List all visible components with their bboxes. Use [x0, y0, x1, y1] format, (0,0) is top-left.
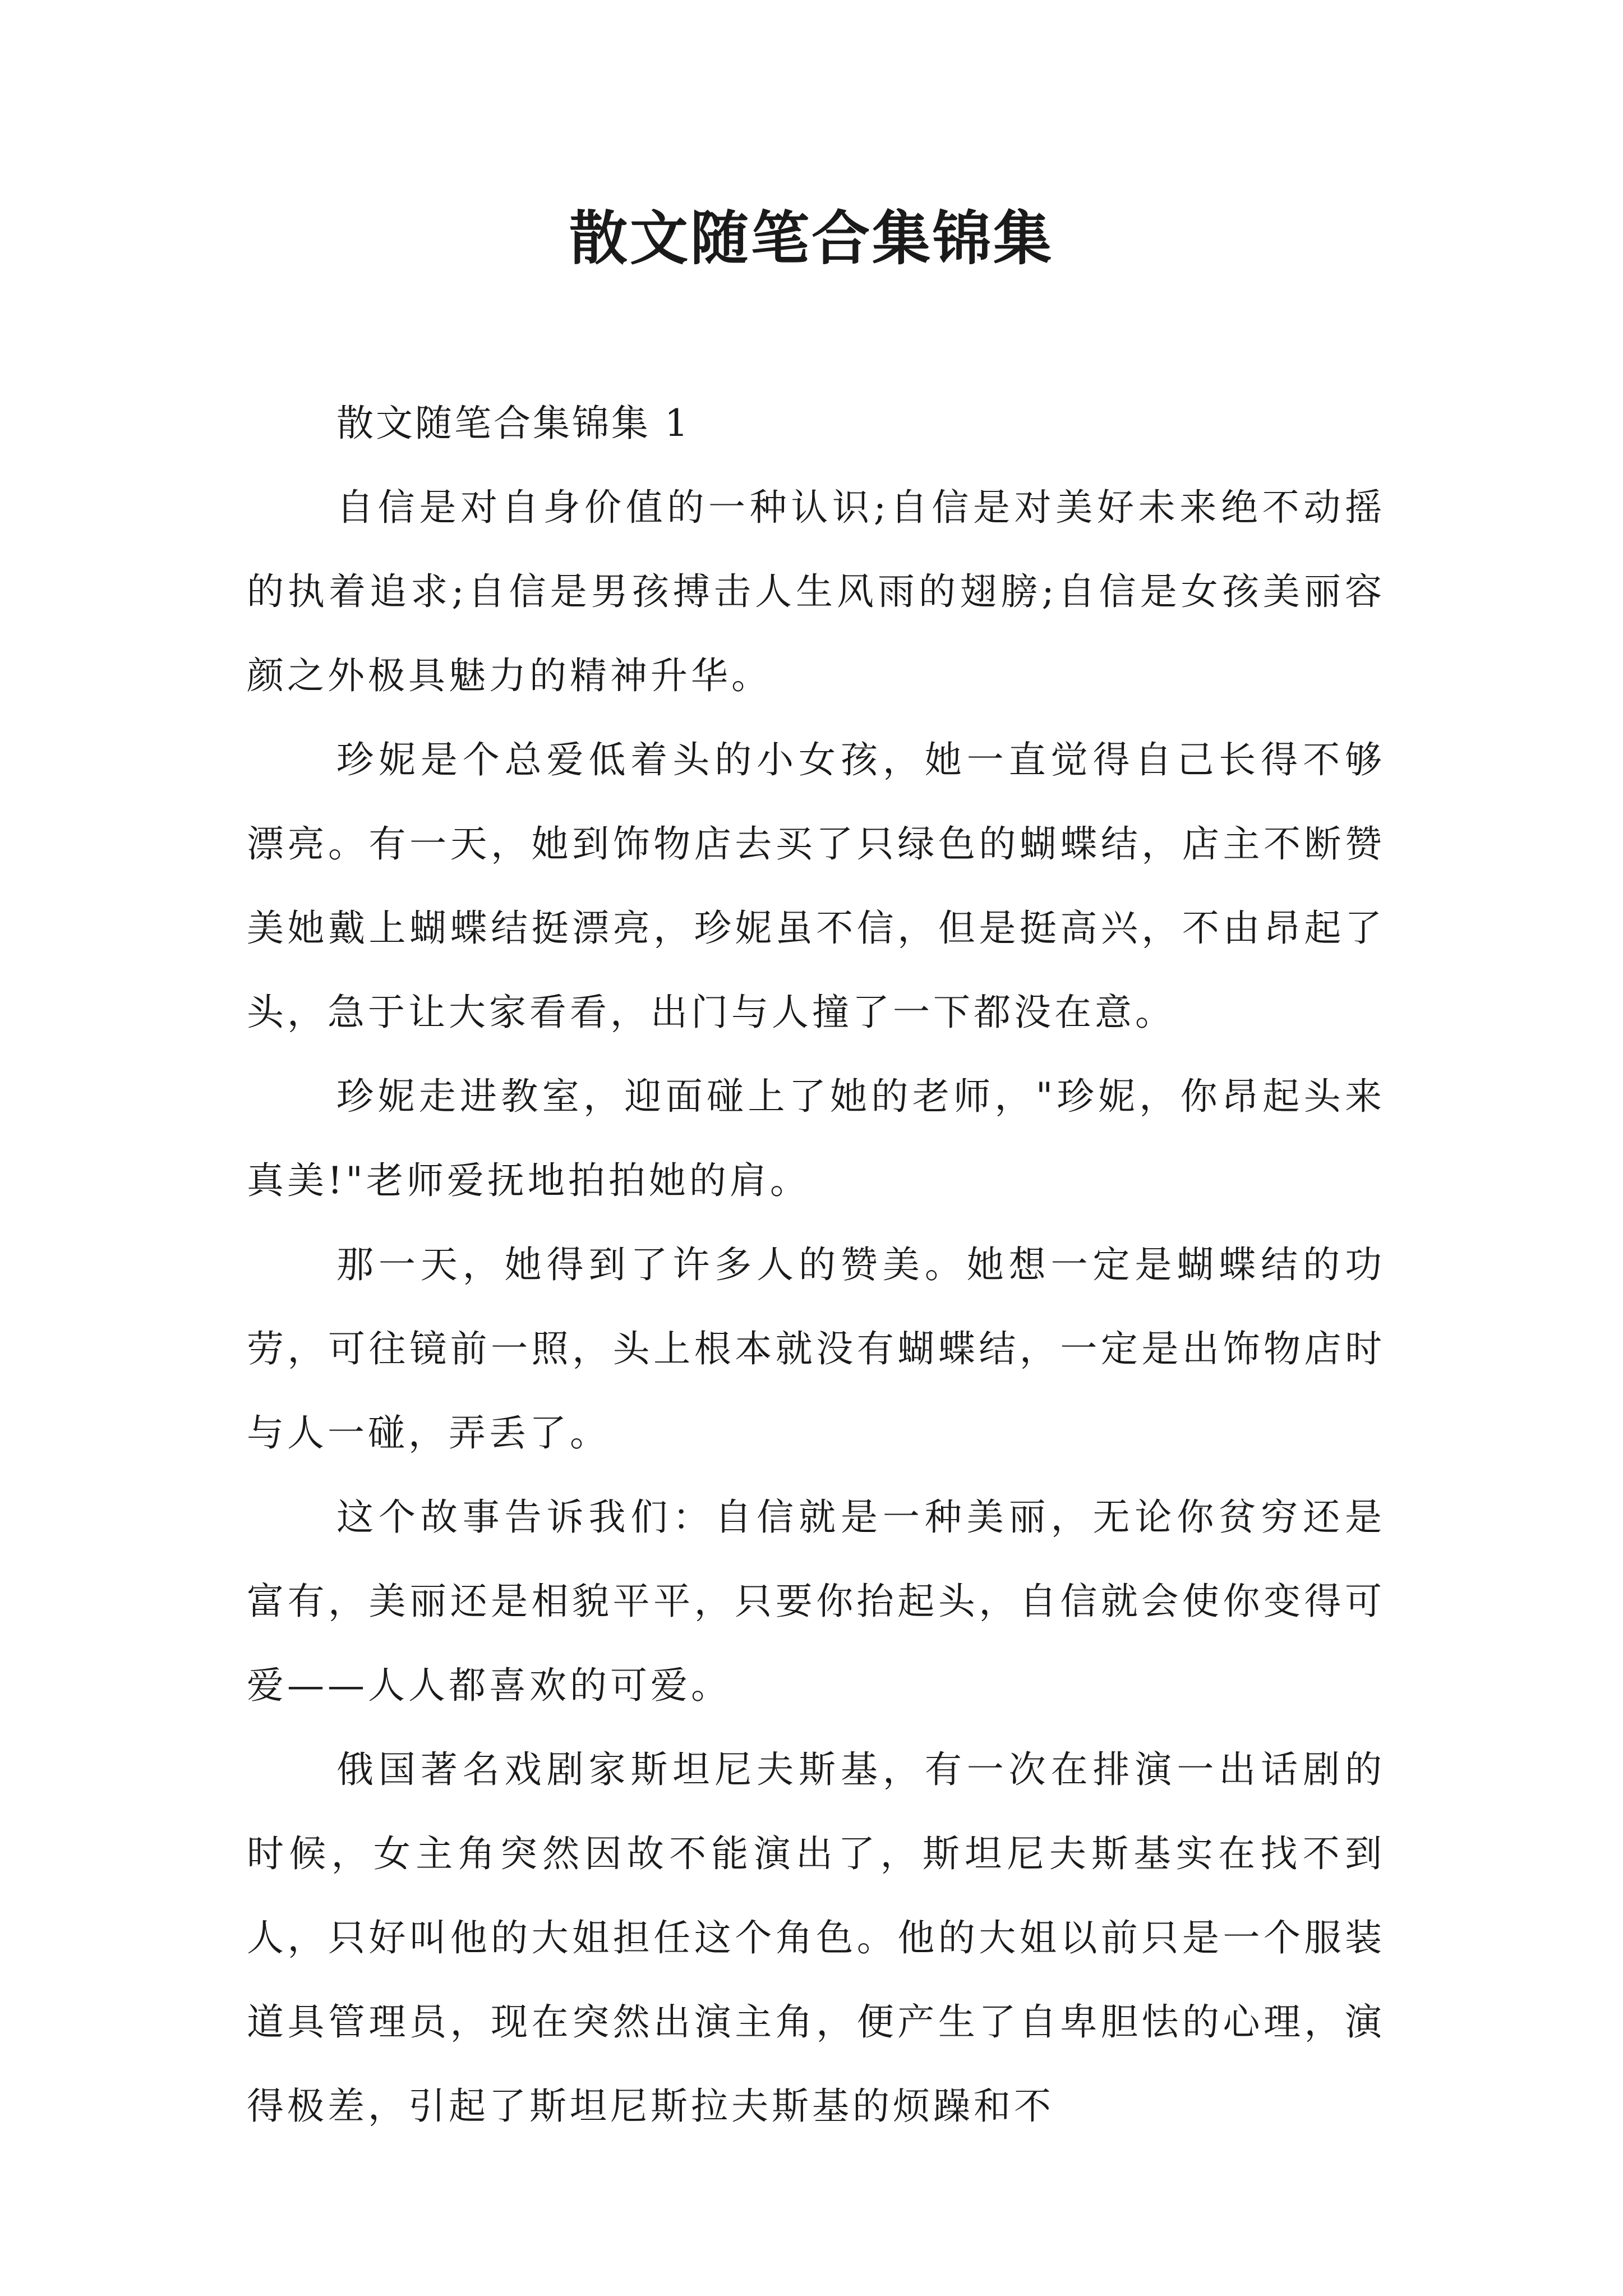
paragraph: 这个故事告诉我们：自信就是一种美丽，无论你贫穷还是富有，美丽还是相貌平平，只要你抬起头，自信就会使你变得可爱——人人都喜欢的可爱。 [247, 1496, 1385, 1707]
paragraph: 珍妮是个总爱低着头的小女孩，她一直觉得自己长得不够漂亮。有一天，她到饰物店去买了只绿色的蝴蝶结，店主不断赞美她戴上蝴蝶结挺漂亮，珍妮虽不信，但是挺高兴，不由昂起了头，急于让大家看看，出门与人撞了一下都没在意。 [247, 738, 1385, 1034]
section-heading: 散文随笔合集锦集 1 [336, 402, 690, 445]
paragraph: 俄国著名戏剧家斯坦尼夫斯基，有一次在排演一出话剧的时候，女主角突然因故不能演出了，斯坦尼夫斯基实在找不到人，只好叫他的大姐担任这个角色。他的大姐以前只是一个服装道具管理员，现在突然出演主角，便产生了自卑胆怯的心理，演得极差，引起了斯坦尼斯拉夫斯基的烦躁和不 [247, 1748, 1385, 2128]
paragraph: 自信是对自身价值的一种认识;自信是对美好未来绝不动摇的执着追求;自信是男孩搏击人生风雨的翅膀;自信是女孩美丽容颜之外极具魅力的精神升华。 [247, 486, 1385, 697]
document-body [247, 381, 1385, 2148]
document-title: 散文随笔合集锦集 [569, 204, 1054, 273]
paragraph: 珍妮走进教室，迎面碰上了她的老师，"珍妮，你昂起头来真美!"老师爱抚地拍拍她的肩。 [247, 1075, 1385, 1202]
paragraph: 那一天，她得到了许多人的赞美。她想一定是蝴蝶结的功劳，可往镜前一照，头上根本就没有蝴蝶结，一定是出饰物店时与人一碰，弄丢了。 [247, 1243, 1385, 1455]
